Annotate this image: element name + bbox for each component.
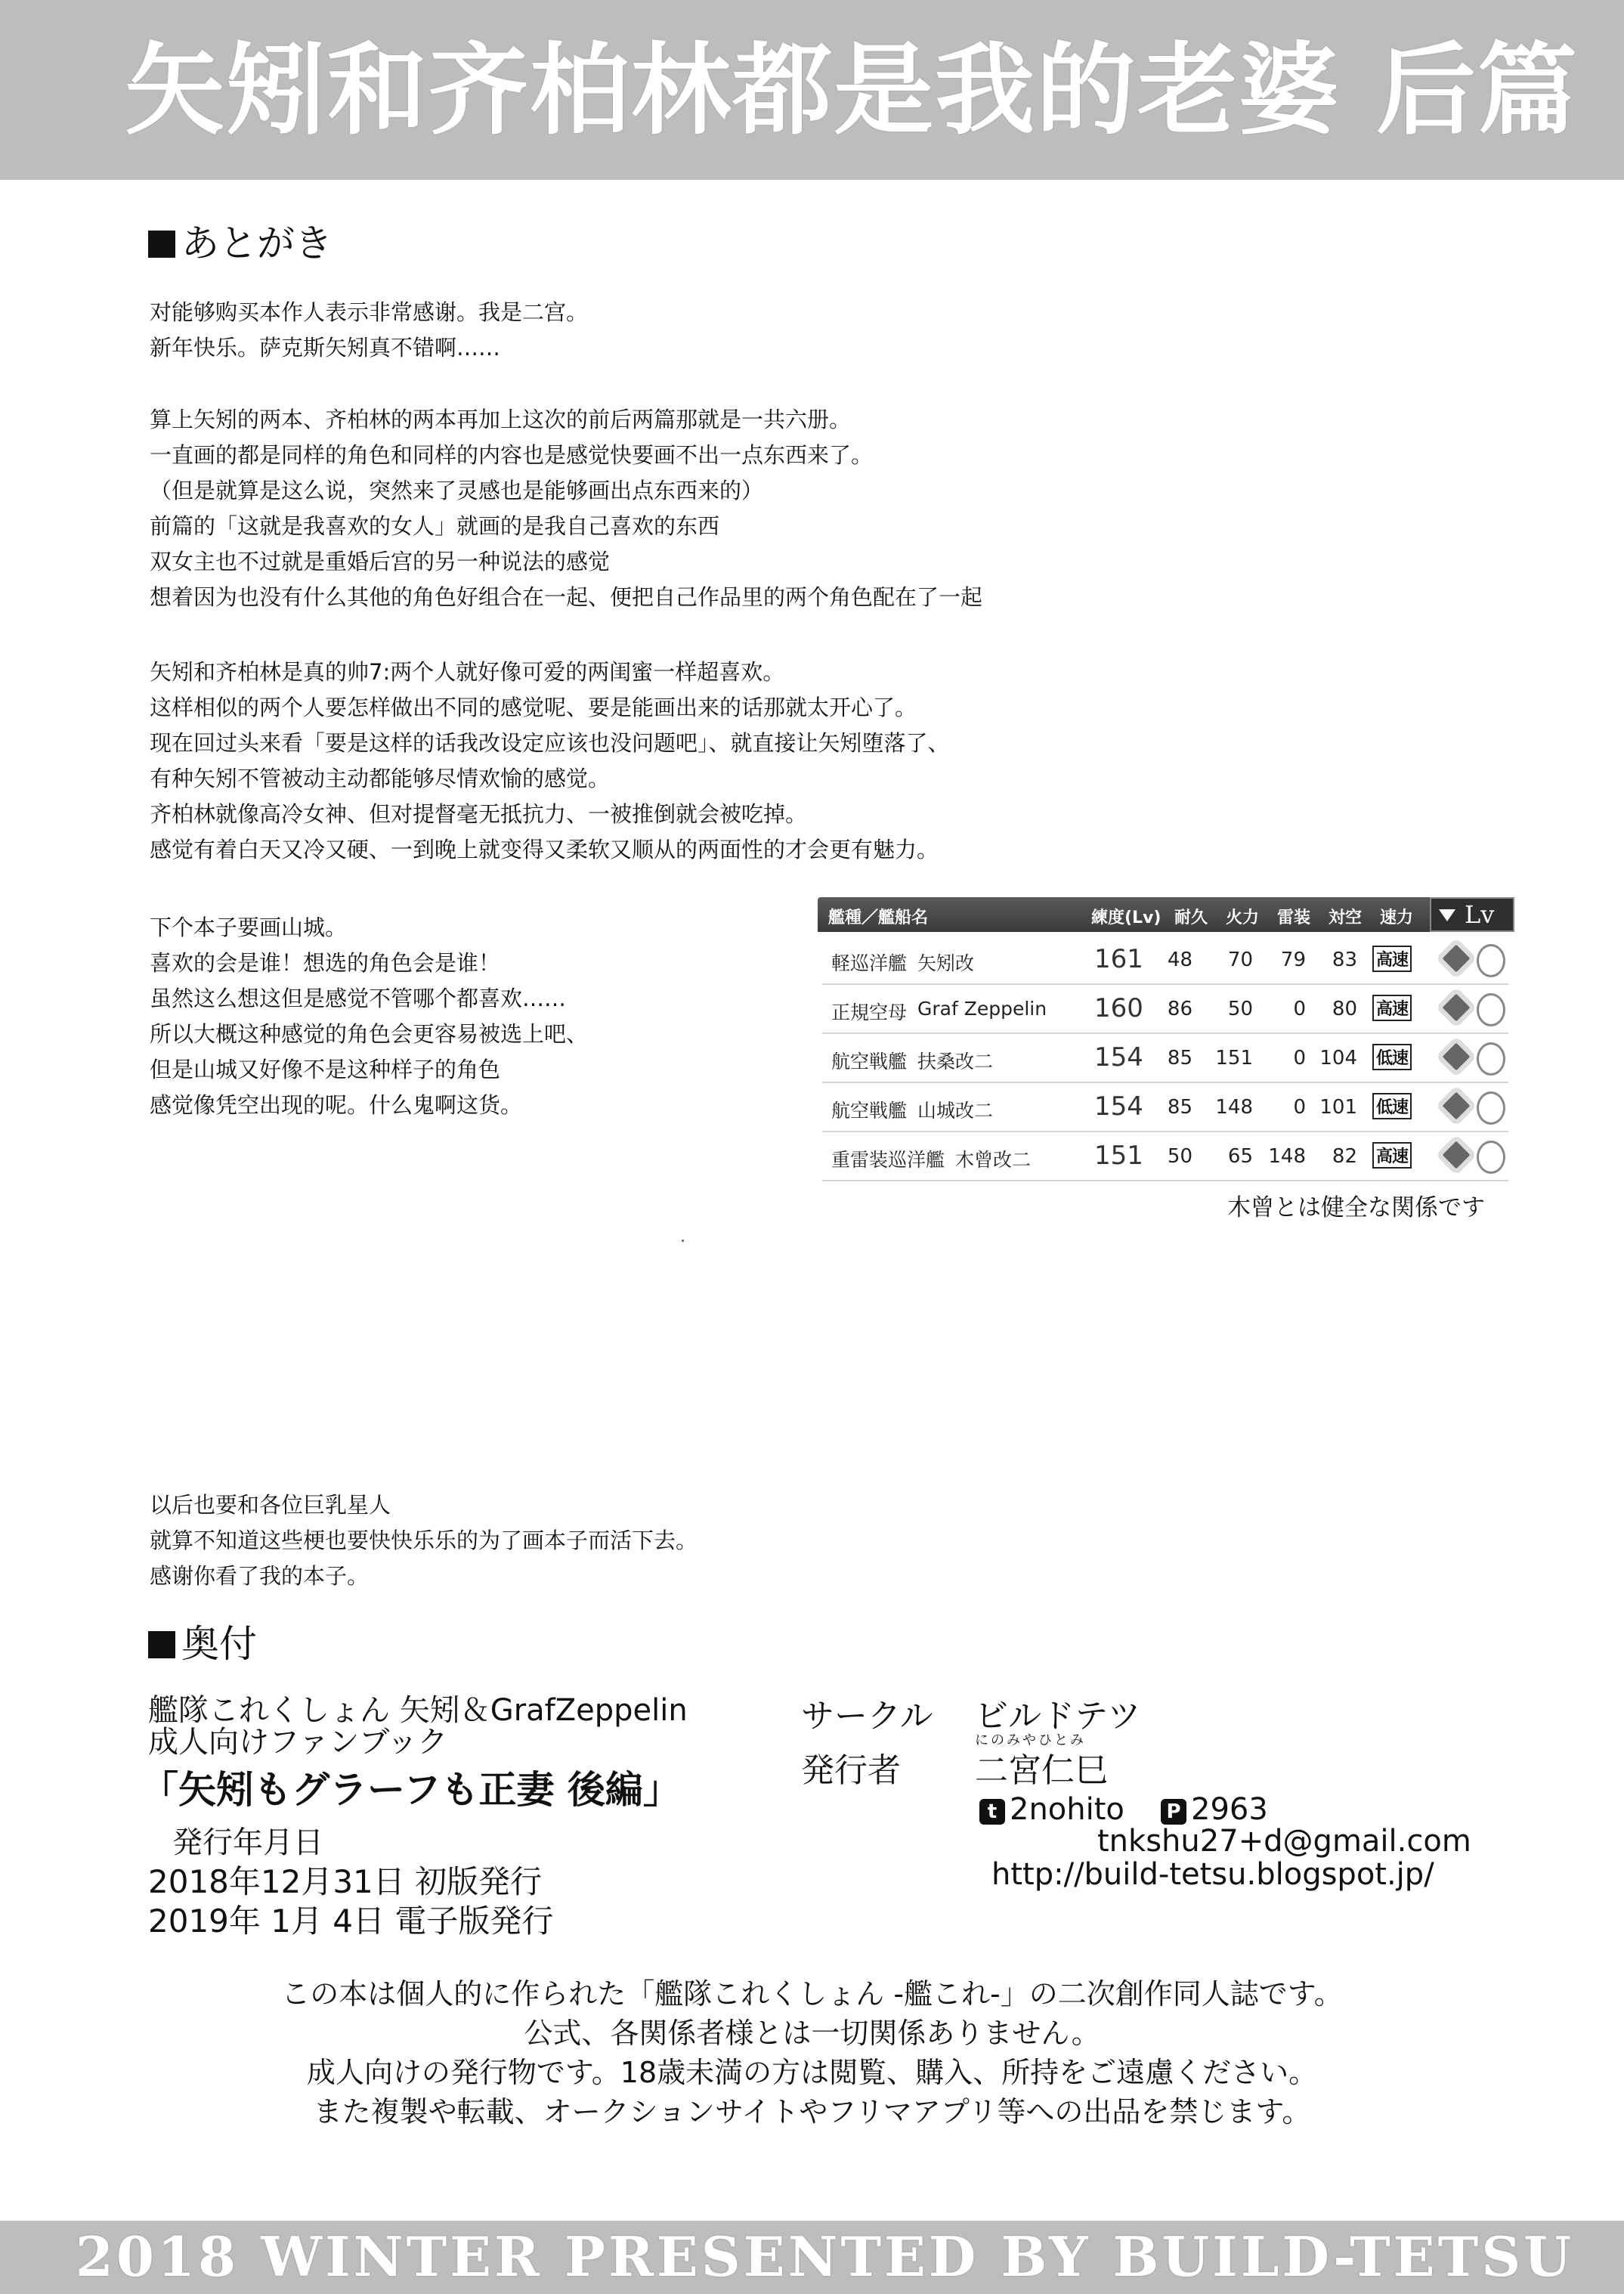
lock-heart-icon[interactable] [1436,1135,1477,1175]
lock-heart-icon[interactable] [1436,938,1477,979]
fleet-caption: 木曾とは健全な関係です [1227,1194,1485,1221]
stat-hp: 85 [1167,1096,1192,1119]
ship-type: 重雷装巡洋艦 [831,1149,945,1171]
equipment-icon[interactable] [1477,993,1505,1026]
ship-type: 軽巡洋艦 [831,952,908,974]
fleet-row[interactable] [822,1132,1508,1181]
ship-name: 木曾改二 [955,1149,1032,1171]
twitter-handle[interactable]: t 2nohito [979,1791,1124,1828]
stat-torpedo: 148 [1268,1145,1306,1168]
ship-type: 正規空母 [831,1001,908,1023]
equipment-icon[interactable] [1477,1091,1505,1125]
speed-badge: 高速 [1372,995,1412,1021]
fleet-row[interactable] [822,1033,1508,1083]
fleet-row[interactable] [822,1082,1508,1132]
afterword-paragraph-1: 对能够购买本作人表示非常感谢。我是二宫。 新年快乐。萨克斯矢矧真不错啊…… [150,299,589,361]
stat-firepower: 50 [1227,998,1253,1020]
ship-level: 154 [1094,1042,1143,1073]
ship-type: 航空戦艦 [831,1051,908,1073]
ship-level: 154 [1094,1091,1143,1122]
square-bullet-icon [148,1631,175,1658]
stat-firepower: 151 [1215,1047,1253,1070]
stat-torpedo: 79 [1280,949,1306,971]
publisher-label: 発行者 [801,1751,901,1790]
stat-torpedo: 0 [1293,1047,1306,1070]
stat-hp: 86 [1167,998,1192,1020]
stat-hp: 48 [1167,949,1192,971]
lock-heart-icon[interactable] [1436,1085,1477,1126]
pixiv-id[interactable]: P 2963 [1161,1791,1268,1828]
fleet-row[interactable] [822,935,1508,985]
stat-torpedo: 0 [1293,1096,1306,1119]
ship-name: 山城改二 [917,1100,994,1122]
legal-notice: この本は個人的に作られた「艦隊これくしょん -艦これ-」の二次創作同人誌です。 公式、各関係者様とは一切関係ありません。 成人向けの発行物です。18歳未満の方は閲覧、購入、所持をご遠慮ください。 また複製や転載、オークションサイトやフリマアプリ等への出品を禁じます。 [281,1977,1343,2128]
circle-name: ビルドテツ [975,1697,1141,1735]
equipment-icon[interactable] [1477,944,1505,977]
speed-badge: 低速 [1372,1044,1412,1070]
ship-name: 扶桑改二 [917,1051,994,1073]
date-label: 発行年月日 [172,1825,323,1860]
afterword-paragraph-5: 以后也要和各位巨乳星人 就算不知道这些梗也要快快乐乐的为了画本子而活下去。 感谢你看了我的本子。 [150,1492,698,1589]
stat-firepower: 70 [1227,949,1253,971]
colophon-book-title: 「矢矧もグラーフも正妻 後編」 [141,1768,681,1812]
stat-aa: 82 [1332,1145,1357,1168]
afterword-paragraph-3: 矢矧和齐柏林是真的帅7:两个人就好像可爱的两闺蜜一样超喜欢。 这样相似的两个人要怎样做出不同的感觉呢、要是能画出来的话那就太开心了。 现在回过头来看「要是这样的话我改设定应该也没问题吧」、就直接让矢矧堕落了、 有种矢矧不管被动主动都能够尽情欢愉的感觉。 齐柏林就像高冷女神、但对提督毫无抵抗力、一被推倒就会被吃掉。 感觉有着白天又冷又硬、一到晚上就变得又柔软又顺从的两面性的才会更有魅力。 [150,659,950,862]
publisher-ruby: にのみやひとみ [975,1732,1086,1748]
stat-firepower: 148 [1215,1096,1253,1119]
speed-badge: 高速 [1372,946,1412,972]
publish-dates: 2018年12月31日 初版発行 2019年 1月 4日 電子版発行 [148,1863,554,1940]
pixiv-icon: P [1161,1799,1186,1825]
lock-heart-icon[interactable] [1436,987,1477,1028]
afterword-paragraph-2: 算上矢矧的两本、齐柏林的两本再加上这次的前后两篇那就是一共六册。 一直画的都是同样的角色和同样的内容也是感觉快要画不出一点东西来了。 （但是就算是这么说，突然来了灵感也是能够画出点东西来的） 前篇的「这就是我喜欢的女人」就画的是我自己喜欢的东西 双女主也不过就是重婚后宫的另一种说法的感觉 想着因为也没有什么其他的角色好组合在一起、便把自己作品里的两个角色配在了一起 [150,407,983,610]
stat-aa: 101 [1319,1096,1357,1119]
stat-aa: 80 [1332,998,1357,1020]
ship-level: 151 [1094,1141,1143,1171]
speed-badge: 高速 [1372,1142,1412,1169]
publisher-name: 二宮仁巳 [975,1751,1108,1790]
fleet-table [818,897,1514,1192]
book-info: 艦隊これくしょん 矢矧＆GrafZeppelin 成人向けファンブック [148,1693,688,1760]
circle-label: サークル [801,1697,933,1735]
ship-level: 161 [1094,944,1143,974]
stat-hp: 50 [1167,1145,1192,1168]
ship-level: 160 [1094,993,1143,1023]
afterword-paragraph-4: 下个本子要画山城。 喜欢的会是谁！想选的角色会是谁！ 虽然这么想这但是感觉不管哪个都喜欢…… 所以大概这种感觉的角色会更容易被选上吧、 但是山城又好像不是这种样子的角色 感觉像凭空出现的呢。什么鬼啊这货。 [150,915,589,1118]
dropdown-arrow-icon [1439,909,1455,921]
stat-aa: 83 [1332,949,1357,971]
email-link[interactable]: tnkshu27+d@gmail.com [1097,1824,1471,1859]
colophon-heading: 奥付 [148,1621,257,1667]
sort-lv-dropdown[interactable]: Lv [1430,897,1514,932]
book-title-banner: 矢矧和齐柏林都是我的老婆 后篇 [125,32,1579,149]
afterword-heading: あとがき [148,221,333,266]
stat-aa: 104 [1319,1047,1357,1070]
speed-badge: 低速 [1372,1093,1412,1119]
equipment-icon[interactable] [1477,1141,1505,1174]
square-bullet-icon [148,231,175,258]
stat-hp: 85 [1167,1047,1192,1070]
fleet-table-header: 艦種／艦船名 練度(Lv) 耐久 火力 雷装 対空 速力 [818,897,1514,932]
footer-credit: 2018 WINTER PRESENTED BY BUILD-TETSU [75,2224,1574,2289]
lock-heart-icon[interactable] [1436,1036,1477,1077]
ship-type: 航空戦艦 [831,1100,908,1122]
stat-torpedo: 0 [1293,998,1306,1020]
ship-name: Graf Zeppelin [917,998,1047,1020]
fleet-row[interactable] [822,984,1508,1034]
equipment-icon[interactable] [1477,1042,1505,1076]
website-link[interactable]: http://build-tetsu.blogspot.jp/ [991,1857,1434,1892]
twitter-icon: t [979,1799,1005,1825]
ship-name: 矢矧改 [917,952,975,974]
stat-firepower: 65 [1227,1145,1253,1168]
stray-dot [682,1240,684,1242]
